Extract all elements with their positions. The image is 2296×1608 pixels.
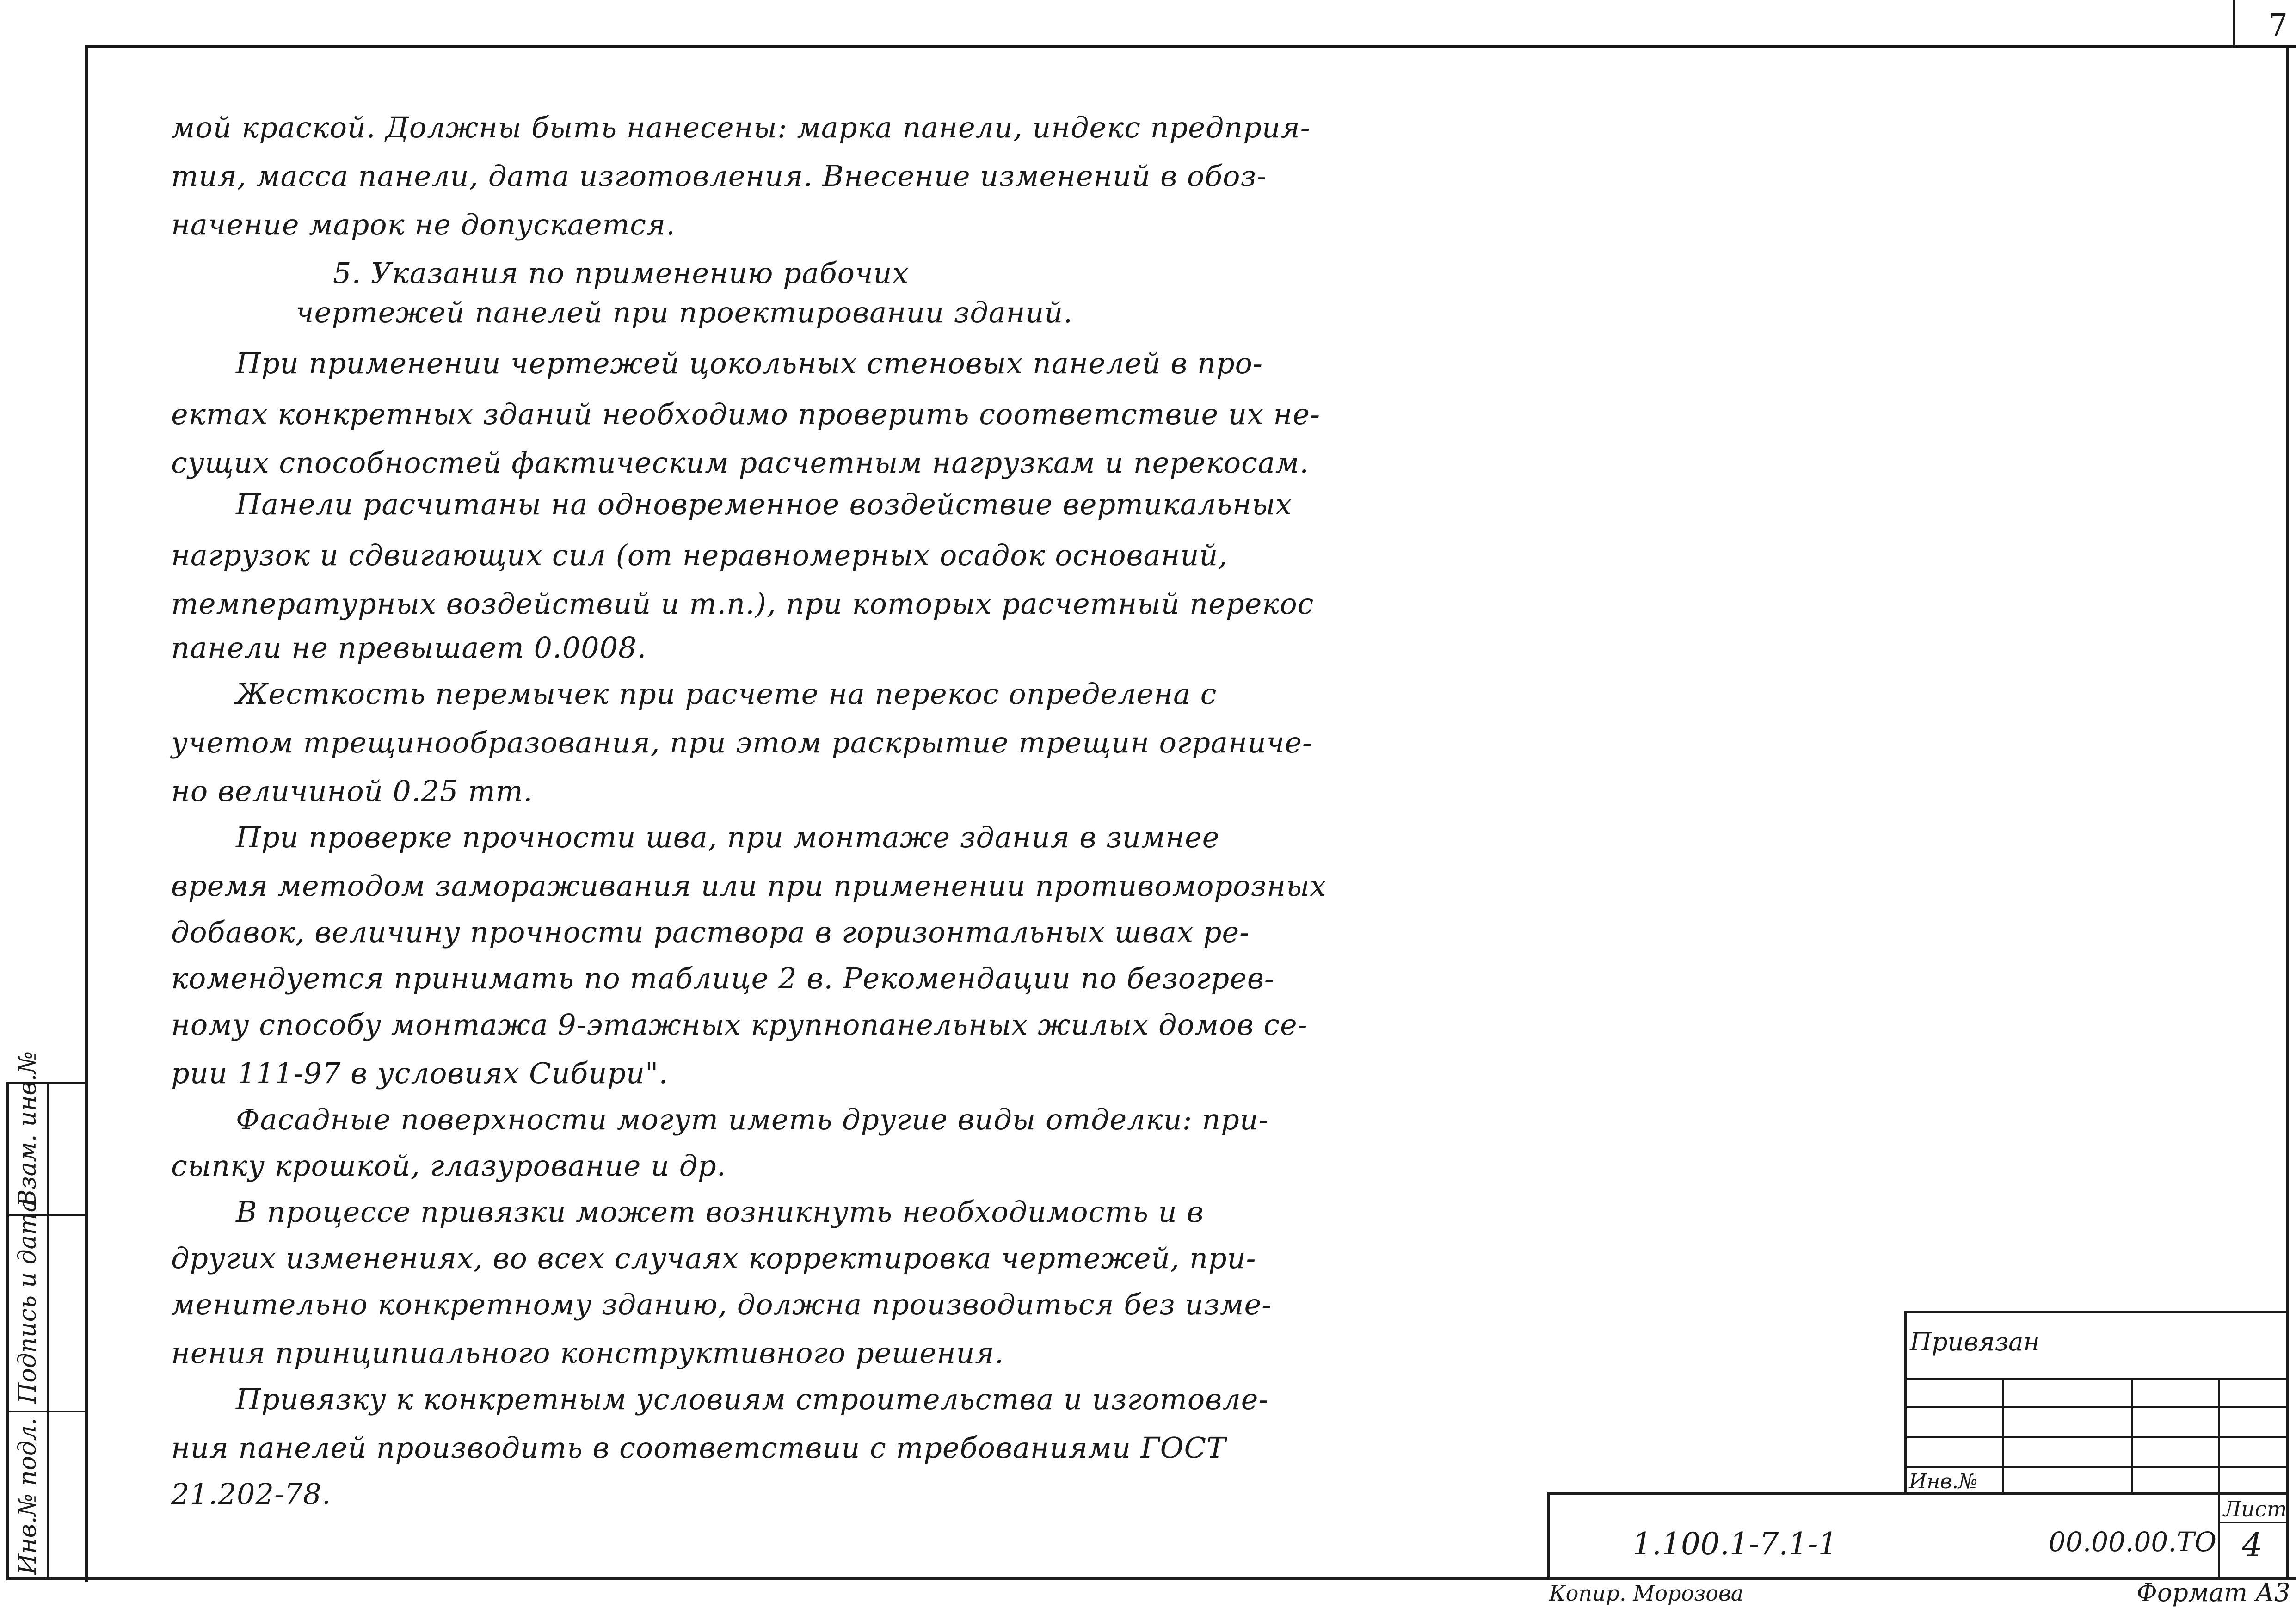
text-line: При проверке прочности шва, при монтаже здания в зимнее bbox=[236, 820, 1220, 854]
side-podpis-data: Подпись и дата bbox=[14, 1198, 42, 1404]
tb-upper-top bbox=[1905, 1311, 2289, 1313]
text-line: начение марок не допускается. bbox=[171, 208, 676, 241]
tb-list-div bbox=[2218, 1522, 2289, 1523]
text-line: комендуется принимать по таблице 2 в. Рекомендации по безогрев- bbox=[171, 961, 1274, 995]
tb-row1 bbox=[1905, 1378, 2289, 1380]
text-line: 21.202-78. bbox=[171, 1477, 332, 1511]
frame-top bbox=[86, 45, 2296, 48]
text-line: Панели расчитаны на одновременное воздействие вертикальных bbox=[236, 487, 1293, 521]
side-strip-left bbox=[6, 1082, 9, 1580]
text-line: Привязку к конкретным условиям строительства и изготовле- bbox=[236, 1382, 1269, 1416]
text-line: ному способу монтажа 9-этажных крупнопанельных жилых домов се- bbox=[171, 1008, 1308, 1041]
page-number-tick bbox=[2233, 0, 2235, 46]
text-line: добавок, величину прочности раствора в горизонтальных швах ре- bbox=[171, 915, 1250, 949]
side-strip-mid bbox=[47, 1082, 49, 1580]
text-line: сущих способностей фактическим расчетным нагрузкам и перекосам. bbox=[171, 446, 1309, 480]
tb-inv-no: Инв.№ bbox=[1909, 1470, 1978, 1493]
tb-vcol3 bbox=[2218, 1378, 2220, 1577]
text-line: менительно конкретному зданию, должна производиться без изме- bbox=[171, 1288, 1272, 1321]
text-line: При применении чертежей цокольных стеновых панелей в про- bbox=[236, 346, 1263, 380]
tb-format: Формат А3 bbox=[2136, 1578, 2290, 1607]
tb-vcol1 bbox=[2002, 1378, 2004, 1494]
side-inv-podl: Инв.№ подл. bbox=[14, 1417, 42, 1575]
tb-row3 bbox=[1905, 1436, 2289, 1438]
text-line: тия, масса панели, дата изготовления. Внесение изменений в обоз- bbox=[171, 159, 1267, 193]
text-line: Фасадные поверхности могут иметь другие виды отделки: при- bbox=[236, 1103, 1269, 1136]
text-line: панели не превышает 0.0008. bbox=[171, 631, 647, 665]
text-line: В процессе привязки может возникнуть необходимость и в bbox=[236, 1195, 1204, 1229]
tb-privyazan: Привязан bbox=[1910, 1327, 2040, 1356]
side-strip-div2 bbox=[6, 1411, 86, 1412]
text-line: время методом замораживания или при применении противоморозных bbox=[171, 869, 1327, 903]
tb-main-left bbox=[1547, 1492, 1550, 1580]
tb-sheet-code: 00.00.00.ТО bbox=[2049, 1526, 2216, 1558]
text-line: но величиной 0.25 mm. bbox=[171, 774, 533, 808]
section-heading-line1: 5. Указания по применению рабочих bbox=[333, 256, 909, 290]
text-line: мой краской. Должны быть нанесены: марка панели, индекс предприя- bbox=[171, 111, 1311, 144]
text-line: нения принципиального конструктивного решения. bbox=[171, 1336, 1004, 1370]
frame-right bbox=[2286, 45, 2289, 1580]
text-line: рии 111-97 в условиях Сибири". bbox=[171, 1056, 669, 1090]
frame-left bbox=[85, 45, 88, 1582]
tb-row2 bbox=[1905, 1406, 2289, 1408]
text-line: Жесткость перемычек при расчете на перекос определена с bbox=[236, 677, 1217, 711]
side-vzam-inv: Взам. инв.№ bbox=[14, 1051, 42, 1207]
frame-bottom bbox=[6, 1577, 2296, 1580]
section-heading-line2: чертежей панелей при проектировании зданий. bbox=[296, 296, 1073, 329]
tb-kopir: Копир. Морозова bbox=[1549, 1581, 1744, 1606]
tb-row4 bbox=[1905, 1466, 2289, 1468]
text-line: сыпку крошкой, глазурование и др. bbox=[171, 1149, 726, 1183]
text-line: других изменениях, во всех случаях корректировка чертежей, при- bbox=[171, 1241, 1256, 1275]
tb-doc-code: 1.100.1-7.1-1 bbox=[1632, 1526, 1838, 1562]
tb-list-no: 4 bbox=[2242, 1526, 2263, 1564]
text-line: ния панелей производить в соответствии с требованиями ГОСТ bbox=[171, 1431, 1226, 1465]
text-line: нагрузок и сдвигающих сил (от неравномерных осадок оснований, bbox=[171, 538, 1228, 572]
tb-vcol2 bbox=[2131, 1378, 2133, 1494]
page-number: 7 bbox=[2268, 7, 2288, 43]
text-line: ектах конкретных зданий необходимо проверить соответствие их не- bbox=[171, 397, 1321, 431]
text-line: температурных воздействий и т.п.), при которых расчетный перекос bbox=[171, 587, 1314, 621]
text-line: учетом трещинообразования, при этом раскрытие трещин ограниче- bbox=[171, 726, 1312, 759]
tb-list-label: Лист bbox=[2223, 1497, 2287, 1522]
